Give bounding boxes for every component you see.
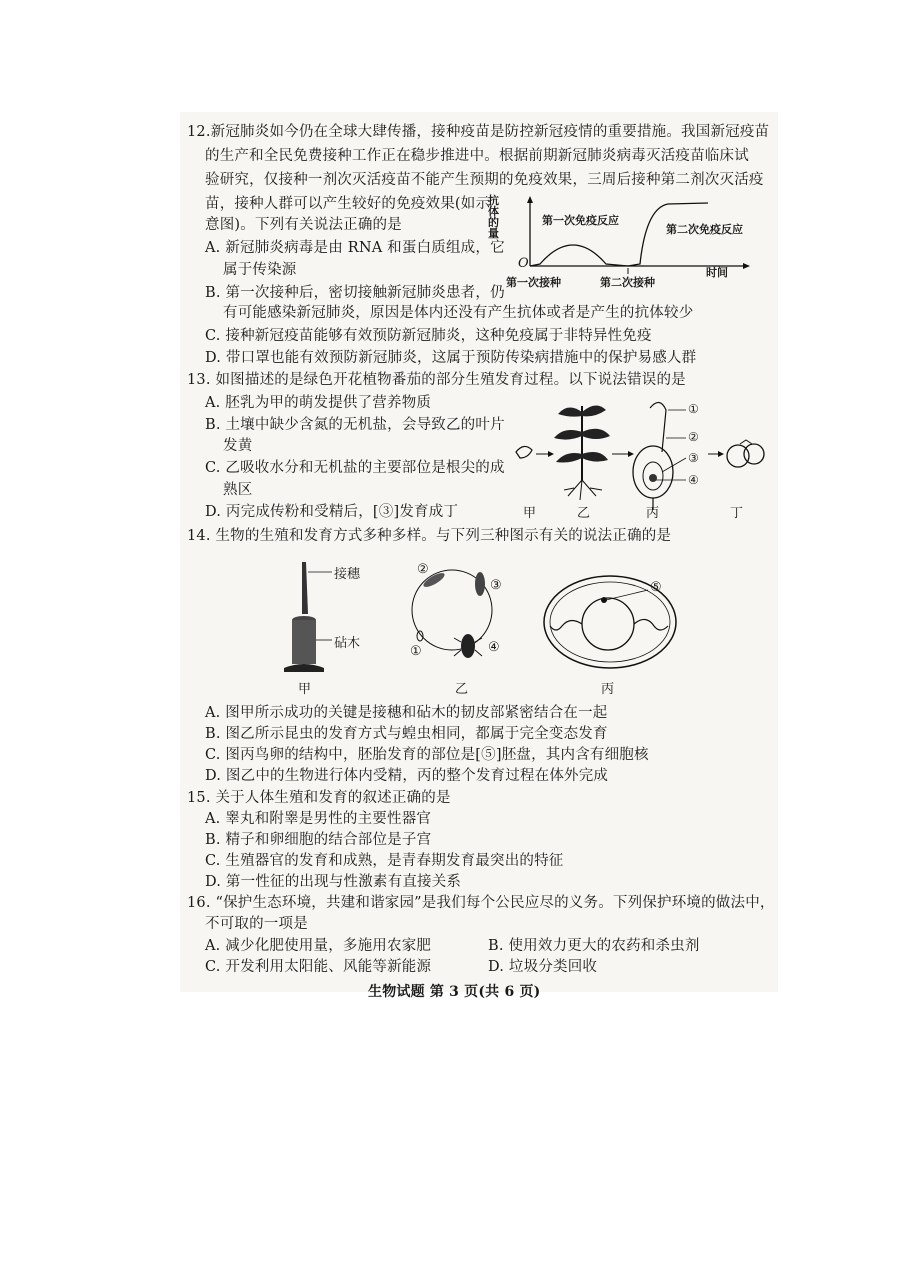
tomato-fruit — [744, 444, 764, 464]
q13-option-b-cont: 发黄 — [223, 438, 253, 454]
fig13-label-ding: 丁 — [730, 506, 744, 521]
q12-line: 验研究，仅接种一剂次灭活疫苗不能产生预期的免疫效果，三周后接种第二剂次灭活疫 — [205, 172, 764, 188]
q13-option-c-cont: 熟区 — [223, 482, 253, 498]
graph-y-label: 抗 体 的 量 — [488, 194, 499, 240]
q14-stem: 14. 生物的生殖和发育方式多种多样。与下列三种图示有关的说法正确的是 — [187, 528, 672, 544]
q13-option-b: B. 土壤中缺少含氮的无机盐，会导致乙的叶片 — [205, 417, 505, 433]
q12-option-b: B. 第一次接种后，密切接触新冠肺炎患者，仍 — [205, 285, 505, 301]
q12-line: 的生产和全民免费接种工作正在稳步推进中。根据前期新冠肺炎病毒灭活疫苗临床试 — [205, 148, 749, 164]
q13-option-d: D. 丙完成传粉和受精后，[③]发育成丁 — [205, 504, 459, 520]
tomato-figure — [510, 392, 770, 520]
q14-option-d: D. 图乙中的生物进行体内受精，丙的整个发育过程在体外完成 — [205, 768, 609, 784]
q14-option-a: A. 图甲所示成功的关键是接穗和砧木的韧皮部紧密结合在一起 — [205, 705, 608, 721]
graph-y-arrow — [527, 196, 533, 203]
q12-line: 苗，接种人群可以产生较好的免疫效果(如示 — [205, 196, 491, 212]
fig13-label-jia: 甲 — [523, 506, 537, 521]
graph-origin: O — [518, 256, 529, 271]
pointer-3 — [662, 458, 686, 472]
stock — [292, 620, 316, 664]
q15-stem: 15. 关于人体生殖和发育的叙述正确的是 — [187, 790, 451, 806]
roots — [564, 480, 602, 500]
marker-3: ③ — [688, 451, 699, 465]
fig13-label-yi: 乙 — [577, 506, 591, 521]
q15-option-a: A. 睾丸和附睾是男性的主要性器官 — [205, 811, 432, 827]
insect-marker-2: ② — [417, 562, 429, 577]
leaf — [556, 453, 582, 463]
q12-option-b-cont: 有可能感染新冠肺炎，原因是体内还没有产生抗体或者是产生的抗体较少 — [223, 305, 694, 321]
egg-cell — [649, 474, 657, 482]
first-response-label: 第一次免疫反应 — [542, 214, 619, 227]
q13-option-c: C. 乙吸收水分和无机盐的主要部位是根尖的成 — [205, 460, 505, 476]
q12-option-d: D. 带口罩也能有效预防新冠肺炎，这属于预防传染病措施中的保护易感人群 — [205, 350, 697, 366]
q15-option-b: B. 精子和卵细胞的结合部位是子宫 — [205, 832, 432, 848]
q14-option-c: C. 图丙鸟卵的结构中，胚胎发育的部位是[⑤]胚盘，其内含有细胞核 — [205, 747, 649, 763]
pistil-stigma — [650, 402, 666, 452]
graph-x-arrow — [743, 263, 750, 269]
q16-option-a: A. 减少化肥使用量，多施用农家肥 — [205, 938, 432, 954]
seed-shape — [516, 446, 532, 458]
first-dose-label: 第一次接种 — [506, 276, 561, 289]
stock-label: 砧木 — [334, 636, 361, 651]
adult-beetle — [461, 634, 475, 658]
fig14-label-jia: 甲 — [298, 682, 312, 697]
leaf — [554, 430, 582, 440]
insect-marker-1: ① — [410, 644, 422, 659]
q16-stem: 16. “保护生态环境，共建和谐家园”是我们每个公民应尽的义务。下列保护环境的做法中， — [187, 895, 775, 911]
chalaza — [634, 619, 668, 630]
q16-stem-cont: 不可取的一项是 — [205, 916, 308, 932]
scion-label: 接穗 — [334, 567, 361, 582]
fig14-label-yi: 乙 — [455, 682, 469, 697]
leaf — [582, 452, 608, 462]
insect-marker-4: ④ — [488, 640, 500, 655]
yolk — [582, 598, 634, 650]
q12-option-a-cont: 属于传染源 — [223, 262, 297, 278]
second-response-label: 第二次免疫反应 — [666, 223, 743, 236]
graph-x-label: 时间 — [706, 266, 728, 279]
page-footer: 生物试题 第 3 页(共 6 页) — [368, 984, 541, 1000]
chalaza — [550, 620, 582, 630]
egg-marker-5: ⑤ — [650, 580, 662, 595]
q15-option-c: C. 生殖器官的发育和成熟，是青春期发育最突出的特征 — [205, 853, 564, 869]
marker-4: ④ — [688, 473, 699, 487]
q15-option-d: D. 第一性征的出现与性激素有直接关系 — [205, 874, 462, 890]
q12-line: 意图)。下列有关说法正确的是 — [205, 217, 402, 233]
q14-option-b: B. 图乙所示昆虫的发育方式与蝗虫相同，都属于完全变态发育 — [205, 726, 608, 742]
first-response-curve — [530, 245, 628, 266]
pupa — [475, 572, 485, 596]
q16-option-c: C. 开发利用太阳能、风能等新能源 — [205, 959, 432, 975]
q12-option-a: A. 新冠肺炎病毒是由 RNA 和蛋白质组成，它 — [205, 240, 505, 256]
q16-option-d: D. 垃圾分类回收 — [488, 959, 598, 975]
q13-option-a: A. 胚乳为甲的萌发提供了营养物质 — [205, 395, 432, 411]
leaf — [558, 407, 582, 416]
leaf — [582, 405, 606, 416]
q13-stem: 13. 如图描述的是绿色开花植物番茄的部分生殖发育过程。以下说法错误的是 — [187, 372, 686, 388]
marker-1: ① — [688, 402, 699, 416]
marker-2: ② — [688, 430, 699, 444]
q16-option-b: B. 使用效力更大的农药和杀虫剂 — [488, 938, 700, 954]
fig14-label-bing: 丙 — [601, 682, 615, 697]
q12-option-c: C. 接种新冠疫苗能够有效预防新冠肺炎，这种免疫属于非特异性免疫 — [205, 328, 652, 344]
q12-line: 12.新冠肺炎如今仍在全球大肆传播，接种疫苗是防控新冠疫情的重要措施。我国新冠疫苗 — [187, 124, 770, 140]
scion — [302, 562, 308, 614]
fig13-label-bing: 丙 — [646, 506, 660, 521]
leaf — [582, 429, 610, 439]
insect-marker-3: ③ — [490, 578, 502, 593]
second-dose-label: 第二次接种 — [600, 276, 655, 289]
